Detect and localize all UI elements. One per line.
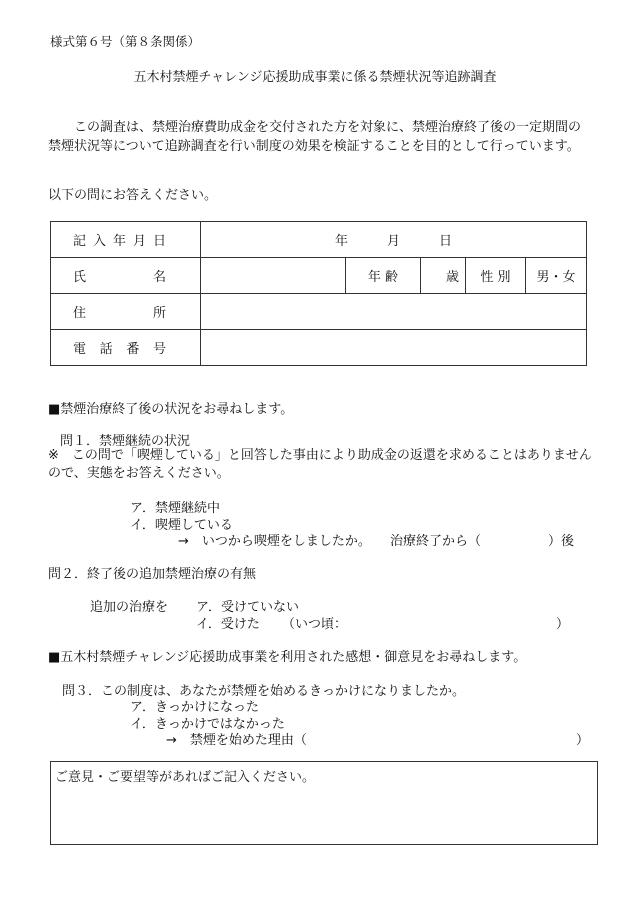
date-label-char: 日 bbox=[152, 234, 166, 249]
q1-followup-question: → いつから喫煙をしましたか。 bbox=[178, 534, 371, 549]
date-label-char: 記 bbox=[73, 234, 87, 249]
q1-option-b[interactable]: イ．喫煙している bbox=[130, 518, 233, 533]
q1-title: 問１．禁煙継続の状況 bbox=[60, 434, 191, 449]
q1-since-label: 治療終了から（ bbox=[390, 534, 482, 549]
respondent-info-table bbox=[50, 221, 587, 366]
date-value: 年 月 日 bbox=[335, 234, 453, 249]
comment-label: ご意見・ご要望等があればご記入ください。 bbox=[55, 770, 316, 785]
age-unit: 歳 bbox=[445, 270, 459, 285]
phone-label-char: 号 bbox=[152, 342, 166, 357]
document-title: 五木村禁煙チャレンジ応援助成事業に係る禁煙状況等追跡調査 bbox=[133, 70, 497, 85]
address-field[interactable] bbox=[201, 294, 587, 330]
q1-note: ※ この問で「喫煙している」と回答した事由により助成金の返還を求めることはありませんので、実態をお答えください。 bbox=[48, 448, 592, 481]
date-field[interactable] bbox=[201, 222, 587, 258]
q3-title: 問３．この制度は、あなたが禁煙を始めるきっかけになりましたか。 bbox=[62, 684, 466, 699]
q3-option-b[interactable]: イ．きっかけではなかった bbox=[130, 717, 285, 732]
phone-label-char: 電 bbox=[73, 342, 87, 357]
phone-field[interactable] bbox=[201, 330, 587, 366]
date-label-cell bbox=[51, 222, 201, 258]
comment-box[interactable] bbox=[50, 761, 598, 845]
q3-followup-close: ） bbox=[576, 733, 590, 748]
address-label-char: 住 bbox=[73, 306, 87, 321]
q1-since-close: ）後 bbox=[548, 534, 575, 549]
age-label: 年 齢 bbox=[346, 258, 421, 294]
name-label-char: 名 bbox=[152, 270, 166, 285]
age-field[interactable] bbox=[421, 258, 466, 294]
q2-lead: 追加の治療を bbox=[90, 600, 169, 615]
sex-label: 性 別 bbox=[466, 258, 526, 294]
intro-paragraph: この調査は、禁煙治療費助成金を交付された方を対象に、禁煙治療終了後の一定期間の禁煙状況等について追跡調査を行い制度の効果を検証することを目的として行っています。 bbox=[48, 120, 582, 154]
table-row bbox=[51, 330, 587, 366]
instruction-text: 以下の問にお答えください。 bbox=[48, 188, 218, 203]
section1-heading: ■禁煙治療終了後の状況をお尋ねします。 bbox=[48, 402, 294, 417]
name-label-char: 氏 bbox=[73, 270, 87, 285]
q2-when-close: ） bbox=[556, 617, 570, 632]
name-label-cell bbox=[51, 258, 201, 294]
section2-heading: ■五木村禁煙チャレンジ応援助成事業を利用された感想・御意見をお尋ねします。 bbox=[48, 650, 527, 665]
q3-followup-label: → 禁煙を始めた理由（ bbox=[166, 733, 307, 748]
phone-label-char: 番 bbox=[126, 342, 140, 357]
table-row bbox=[51, 294, 587, 330]
date-label-char: 月 bbox=[132, 234, 146, 249]
date-label-char: 入 bbox=[92, 234, 106, 249]
phone-label-cell bbox=[51, 330, 201, 366]
q2-option-a[interactable]: ア．受けていない bbox=[196, 600, 299, 615]
form-number: 様式第６号（第８条関係） bbox=[50, 34, 201, 49]
q2-option-b[interactable]: イ．受けた bbox=[196, 617, 260, 632]
table-row bbox=[51, 222, 587, 258]
address-label-cell bbox=[51, 294, 201, 330]
sex-value: 男・女 bbox=[536, 270, 576, 285]
q1-option-a[interactable]: ア．禁煙継続中 bbox=[130, 501, 220, 516]
phone-label-char: 話 bbox=[99, 342, 113, 357]
date-label-char: 年 bbox=[112, 234, 126, 249]
table-row bbox=[51, 258, 587, 294]
q2-when-label: （いつ頃： bbox=[282, 617, 348, 632]
name-field[interactable] bbox=[201, 258, 346, 294]
sex-field[interactable] bbox=[526, 258, 587, 294]
address-label-char: 所 bbox=[152, 306, 166, 321]
q3-option-a[interactable]: ア．きっかけになった bbox=[130, 700, 259, 715]
q2-title: 問２．終了後の追加禁煙治療の有無 bbox=[48, 567, 257, 582]
